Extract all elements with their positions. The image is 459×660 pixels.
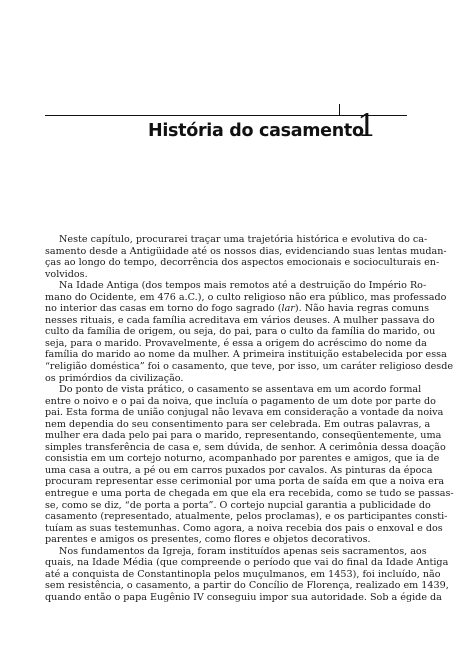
- text-line: consistia em um cortejo noturno, acompanhado por parentes e amigos, que ia de: [45, 453, 440, 465]
- text-line: Nos fundamentos da Igreja, foram instituídos apenas seis sacramentos, aos: [59, 545, 427, 557]
- text-line: tuíam as suas testemunhas. Como agora, a noiva recebia dos pais o enxoval e dos: [45, 522, 443, 534]
- text-line: família do marido ao nome da mulher. A primeira instituição estabelecida por essa: [45, 349, 447, 361]
- text-line: Na Idade Antiga (dos tempos mais remotos até a destruição do Império Ro-: [59, 280, 427, 292]
- paragraph: [45, 545, 449, 604]
- text-line: quais, na Idade Média (que compreende o período que vai do final da Idade Antiga: [45, 557, 449, 569]
- text-line: seja, para o marido. Provavelmente, é essa a origem do acréscimo do nome da: [45, 337, 427, 349]
- text-line: simples transferência de casa e, sem dúvida, de senhor. A cerimônia dessa doação: [45, 441, 446, 453]
- text-line: procuram representar esse cerimonial por uma porta de saída em que a noiva era: [45, 476, 445, 488]
- text-line: Neste capítulo, procurarei traçar uma trajetória histórica e evolutiva do ca-: [59, 234, 428, 245]
- text-line: ças ao longo do tempo, decorrência dos aspectos emocionais e socioculturais en-: [45, 257, 440, 269]
- paragraph: [45, 384, 454, 546]
- text-line: nem dependia do seu consentimento para ser celebrada. Em outras palavras, a: [45, 418, 431, 430]
- text-line: quando então o papa Eugênio IV conseguiu impor sua autoridade. Sob a égide da: [45, 591, 442, 603]
- text-line: samento desde a Antigüidade até os nossos dias, evidenciando suas lentas mudan-: [45, 245, 447, 257]
- text-line: entre o noivo e o pai da noiva, que incluía o pagamento de um dote por parte do: [45, 395, 436, 407]
- text-line: casamento (representado, atualmente, pelos proclamas), e os participantes consti-: [45, 511, 448, 523]
- text-line: mulher era dada pelo pai para o marido, representando, conseqüentemente, uma: [45, 430, 442, 442]
- paragraph: [45, 234, 447, 280]
- text-line: sem resistência, o casamento, a partir do Concílio de Florença, realizado em 1439,: [45, 580, 449, 592]
- paragraph: [45, 280, 454, 384]
- chapter-header-rule: [45, 115, 407, 116]
- text-line: culto da família de origem, ou seja, do pai, para o culto da família do marido, ou: [45, 326, 436, 338]
- text-line: nesses rituais, e cada família acreditava em vários deuses. A mulher passava do: [45, 314, 435, 326]
- chapter-header-tick: [339, 104, 340, 115]
- text-line: pai. Esta forma de união conjugal não levava em consideração a vontade da noiva: [45, 407, 444, 419]
- text-line: se, como se diz, “de porta a porta”. O cortejo nupcial garantia a publicidade do: [45, 499, 431, 511]
- text-line: parentes e amigos os presentes, como flores e objetos decorativos.: [45, 534, 371, 546]
- text-line: mano do Ocidente, em 476 a.C.), o culto religioso não era público, mas professado: [45, 291, 447, 303]
- text-line: Do ponto de vista prático, o casamento se assentava em um acordo formal: [59, 384, 422, 396]
- body-text: [45, 234, 454, 604]
- text-line: os primórdios da civilização.: [45, 372, 184, 384]
- text-line: no interior das casas em torno do fogo sagrado (lar). Não havia regras comuns: [45, 303, 430, 315]
- chapter-title: História do casamento: [148, 121, 364, 141]
- text-line: volvidos.: [45, 268, 88, 280]
- chapter-number: 1: [357, 108, 377, 144]
- text-line: “religião doméstica” foi o casamento, que teve, por isso, um caráter religioso desde: [45, 361, 454, 373]
- text-line: até a conquista de Constantinopla pelos muçulmanos, em 1453), foi incluído, não: [45, 568, 441, 580]
- text-line: entregue e uma porta de chegada em que ela era recebida, como se tudo se passas-: [45, 488, 454, 500]
- text-line: uma casa a outra, a pé ou em carros puxados por cavalos. As pinturas da época: [45, 464, 433, 476]
